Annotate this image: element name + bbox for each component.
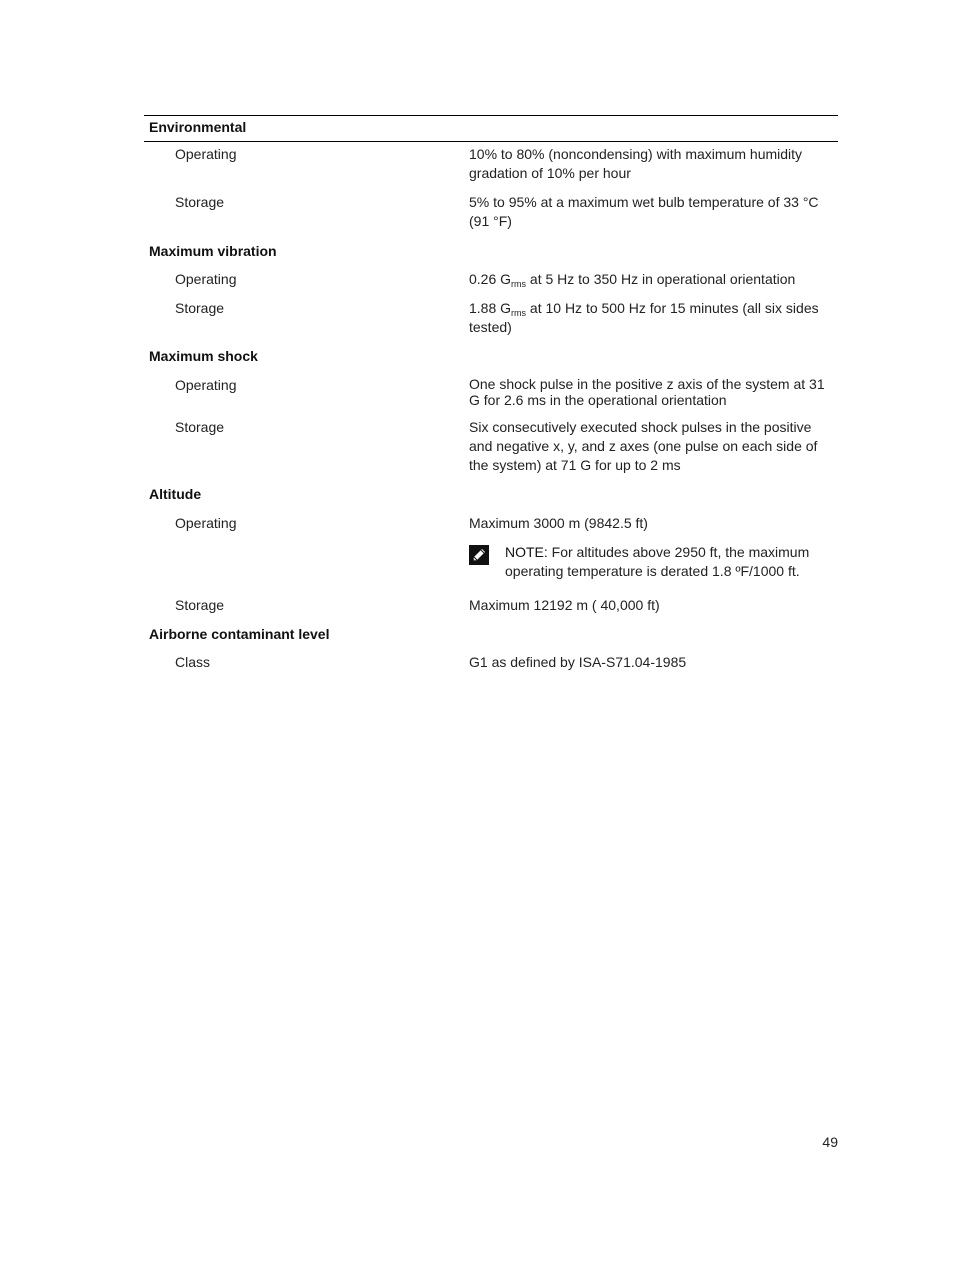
section-heading-shock: Maximum shock (149, 348, 258, 364)
row-value: 10% to 80% (noncondensing) with maximum humidity gradation of 10% per hour (469, 146, 803, 181)
note-pencil-icon (469, 545, 489, 565)
table-header: Environmental (144, 116, 838, 142)
row-value: One shock pulse in the positive z axis of the system at 31 G for 2.6 ms in the operational orientation (469, 376, 825, 408)
row-label: Operating (175, 271, 237, 287)
section-heading-contaminant: Airborne contaminant level (149, 626, 330, 642)
row-value: 1.88 $G_{rms}$ at 10 Hz to 500 Hz for 15 minutes (all six sides tested) (469, 300, 819, 335)
note-text: NOTE: For altitudes above 2950 ft, the maximum operating temperature is derated 1.8 ºF/1000 ft. (505, 544, 810, 579)
row-label: Storage (175, 194, 225, 210)
row-label: Storage (175, 300, 225, 316)
row-value: G1 as defined by ISA-S71.04-1985 (469, 654, 687, 670)
row-label: Storage (175, 419, 225, 435)
row-value: Maximum 3000 m (9842.5 ft) (469, 515, 648, 531)
row-label: Storage (175, 597, 225, 613)
row-label: Operating (175, 146, 237, 162)
section-heading-vibration: Maximum vibration (149, 243, 277, 259)
row-label: Class (175, 654, 211, 670)
row-value: Maximum 12192 m ( 40,000 ft) (469, 597, 660, 613)
row-label: Operating (175, 515, 237, 531)
row-value: 0.26 $G_{rms}$ at 5 Hz to 350 Hz in operational orientation (469, 271, 796, 289)
note-label: NOTE: (505, 544, 548, 560)
page-number: 49 (822, 1134, 838, 1150)
section-heading-altitude: Altitude (149, 486, 202, 502)
row-label: Operating (175, 377, 237, 393)
row-value: 5% to 95% at a maximum wet bulb temperature of 33 °C (91 °F) (469, 194, 819, 229)
row-value: Six consecutively executed shock pulses in the positive and negative x, y, and z axes (one pulse on each side of the system) at 71 G for up to 2 ms (469, 419, 818, 473)
environmental-spec-table (144, 115, 838, 670)
